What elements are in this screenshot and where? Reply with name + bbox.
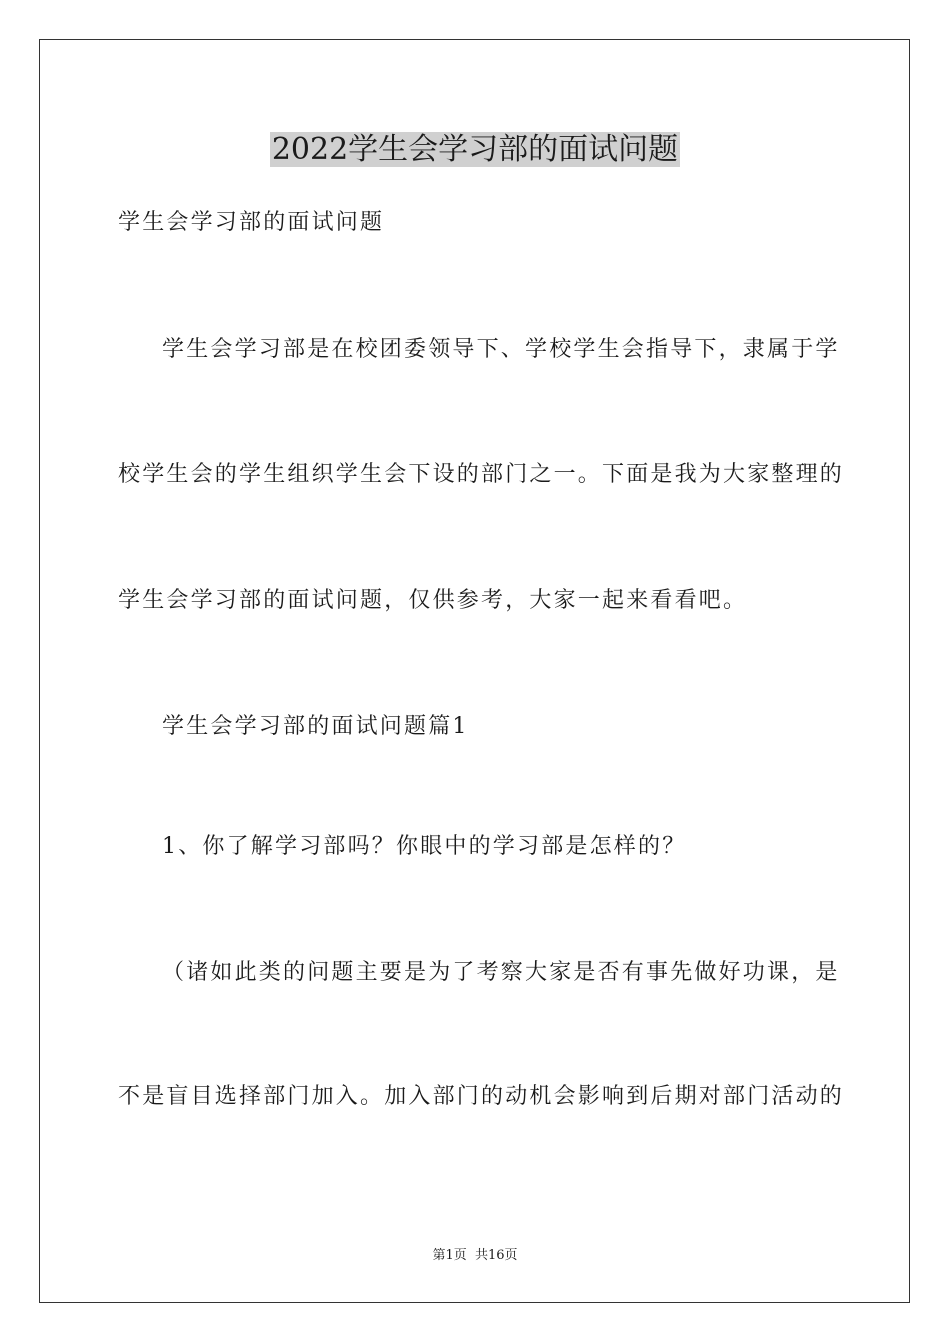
document-title: 2022学生会学习部的面试问题 [271, 132, 679, 167]
paragraph-line: 学生会学习部的面试问题，仅供参考，大家一起来看看吧。 [118, 588, 748, 613]
question-line: 1、你了解学习部吗？你眼中的学习部是怎样的？ [162, 834, 687, 859]
paragraph-line: （诸如此类的问题主要是为了考察大家是否有事先做好功课，是 [162, 960, 840, 985]
page-number: 第1页 [432, 1248, 467, 1263]
document-subtitle: 学生会学习部的面试问题 [118, 210, 385, 235]
paragraph-line: 学生会学习部是在校团委领导下、学校学生会指导下，隶属于学 [162, 337, 840, 362]
page-footer [0, 1247, 950, 1265]
paragraph-line: 不是盲目选择部门加入。加入部门的动机会影响到后期对部门活动的 [118, 1084, 845, 1109]
total-pages: 共16页 [474, 1248, 518, 1263]
section-heading: 学生会学习部的面试问题篇1 [162, 714, 469, 739]
paragraph-line: 校学生会的学生组织学生会下设的部门之一。下面是我为大家整理的 [118, 462, 845, 487]
